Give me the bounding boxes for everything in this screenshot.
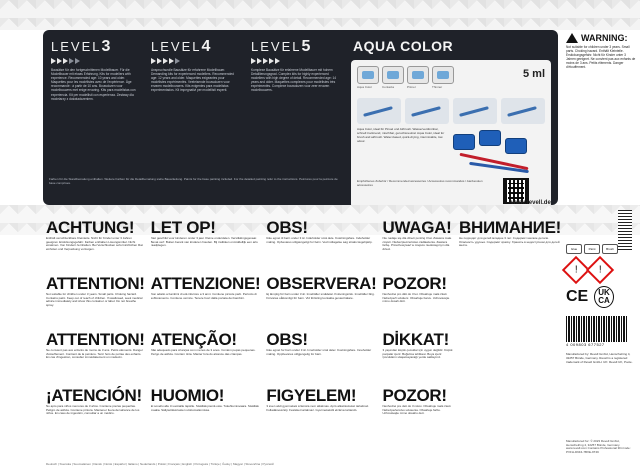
level-5-text: Komplexe Bausätze für erfahrene Modellbauer mit hohem Detaillierungsgrad. Complex kits for highly experienced modellers with high degree of detail. Recommended age: 14 years and older. Maquettes complexes pour modélistes très expérimentés. Complexe bouwdozen voor zeer ervaren modelbouwers. [251,68,337,93]
language-list: Deutsch | Svenska | Suomalainen | Dansk | Norsk | Español | Italiano | Nederlands | Polski | Français | English | Português | Türkçe | Česky | Magyar | Slovenčina | Русский [46,462,274,466]
level-5-arrows [251,58,337,64]
paint-pot-icon [505,138,527,154]
warning-heading: ATTENZIONE! [150,274,261,293]
conformity-marks [566,286,636,308]
warning-heading: ¡ATENCIÓN! [46,386,142,405]
level-4-title: LEVEL4 [151,38,213,55]
step-image [453,98,497,124]
warnings-column [382,218,453,466]
ean-barcode [566,314,636,347]
level-3-title: LEVEL3 [51,38,113,55]
level-3 [51,38,137,200]
warning-heading: LET OP! [150,218,216,237]
warning-cell [382,386,453,440]
paint-footer-note: Farben für die Standbemalung enthalten. Weitere Farben für die Detailbemalung siehe Bauanleitung. Paints for the base painting included. For the detailed painting refer to the instructions. Peintures pour la peinture de base comprises. [49,177,338,185]
warning-heading: ATTENTION! [46,274,145,293]
warning-cell [266,218,376,272]
revell-url: www.revell.de [511,200,551,205]
step-image [405,98,449,124]
warning-cell [151,386,261,440]
warning-body: Ei sovellu alle 3-vuotiaille lapsille. Sisältää pieniä osia. Tukehtumisvaara. Sisältää maalia. Säilytettävä lasten ulottumattomissa. [150,405,259,412]
warnings-column [459,218,561,466]
glue-chip: Glue [566,244,582,254]
level-4 [151,38,237,200]
warning-cell [382,274,453,328]
step-image [501,98,545,124]
level-3-text: Bausätze für den fortgeschrittenen Modellbauer. Für die Modellbauer mit etwas Erfahrung. Kits for modellers with experience. Recommended age: 10 years and older. Maquettes pour les modélistes avec de l'expérience. Âge recommandé : à partir de 10 ans. Bouwdozen voor modelbouwers met enige ervaring. Kits para modelistas con experiencia. Kit per modellisti con esperienza. Zestawy dla modelarzy z doświadczeniem. [51,68,136,101]
level-4-arrows [151,58,237,64]
warning-body: Ikke egnet til børn under 3 år. Indeholder små dele. Kvælningsfare. Indeholder maling. Opbevares utilgængeligt for børn. Ved indtagelse søg straks lægehjælp. [266,237,373,244]
warning-body: No apto para niños menores de 3 años. Contiene piezas pequeñas. Peligro de asfixia. Contiene pintura. Mantener fuera del alcance de los niños. En caso de ingestión, consultar a un médico. [46,405,140,416]
warning-cell [266,330,376,384]
warnings-grid [46,218,561,466]
warning-cell [46,386,145,440]
warning-cell [151,330,261,384]
warning-body: Niet geschikt voor kinderen onder 3 jaar. Kleine onderdelen. Verstikkingsgevaar. Bevat verf. Buiten bereik van kinderen houden. Bij inslikken onmiddellijk een arts raadplegen. [150,237,258,248]
warning-cell [459,218,561,272]
warning-body: Nie nadaje się dla dzieci poniżej 3 lat. Zawiera małe części. Niebezpieczeństwo zadławienia. Zawiera farbę. Przechowywać w miejscu niedostępnym dla dzieci. [382,237,452,252]
volume-label: 5 ml [522,68,545,80]
step-image [357,98,401,124]
painting-steps [357,98,545,124]
warning-heading: OBS! [266,330,308,349]
warning-cell [382,218,453,272]
accessory-chips [566,244,636,254]
warnings-column [266,218,376,466]
warning-heading: OBSERVERA! [266,274,377,293]
barcode-icon [566,316,628,342]
warning-cell [46,330,145,384]
aqua-color-card [351,60,551,205]
certification-sidebar [566,244,636,364]
warning-heading: ВНИМАНИЕ! [458,218,561,237]
ghs-flame-icon: ! [586,256,614,284]
ce-mark: CE [566,288,589,305]
warning-body: Non adatto a bambini di età inferiore a 3 anni. Contiene piccole parti. Pericolo di soffocamento. Contiene vernice. Tenere fuori dalla portata dei bambini. [150,293,257,300]
top-pattern [0,0,640,30]
warning-body: Enthält verschluckbare Kleinteile. Nicht für Kinder unter 3 Jahren geeignet. Erstickungsgefahr. Farben enthalten Lösungsmittel. Nicht einatmen. Von Kindern fernhalten. Bei Verschlucken sofort ärztlichen Rat einholen und Verpackung vorzeigen. [46,237,143,252]
warning-heading: UWAGA! [382,218,452,237]
warning-body: Not suitable for children under 3 years. Small parts. Choking hazard. Contains paint. Keep out of reach of children. If swallowed, seek medical advice immediately and show this container or label. Do not breathe spray. [46,293,143,308]
warning-heading: POZOR! [382,274,447,293]
level-panel [43,30,558,205]
small-parts-warning [566,33,636,168]
hazard-pictograms [566,260,636,280]
warning-body: Ej lämplig för barn under 3 år. Innehåller smådelar. Kvävningsrisk. Innehåller färg. Förvaras oåtkomligt för barn. Vid förtäring kontakta genast läkare. [266,293,375,300]
aqua-description: Aqua Color, ideal für Pinsel und Airbrush. Wasserverdünnbar, schnell trocknend, mischbar, geruchsneutral. Aqua Color, ideal for brush and airbrush. Water-based, quick-drying, intermixable, low odour. [357,127,445,143]
manufacturer-address: Manufactured by: Revell GmbH, Henschelring 4, 32257 Bünde, Germany. Revell is a registered trademark of Revell GmbH. UK: Revell UK, Poole. [566,352,633,364]
warning-triangle-icon [566,33,578,43]
warning-heading: ACHTUNG! [46,218,135,237]
jar-caption: Contacta [382,85,395,89]
level-3-arrows [51,58,137,64]
warning-heading: ATENÇÃO! [150,330,237,349]
warning-text: Not suitable for children under 3 years. Small parts. Choking hazard. Enthält Kleinteile. Erstickungsgefahr. Nicht für Kinder unter 3 Jahren geeignet. Ne convient pas aux enfants de moins de 3 ans. Petits éléments. Danger d'étouffement. [566,45,636,69]
warning-body: 3 éven aluli gyermekek számára nem alkalmas. Apró alkatrészeket tartalmaz. Fulladásveszély. Festéket tartalmaz. Gyermekektől elzárva tartandó. [266,405,370,412]
warning-heading: ATTENTION! [46,330,145,349]
warning-body: Ikke egnet for barn under 3 år. Inneholder små deler. Kvelningsfare. Inneholder maling. Oppbevares utilgjengelig for barn. [266,349,372,356]
paint-jar-icon [357,66,379,84]
warning-heading: POZOR! [382,386,447,405]
ghs-exclamation-icon: ! [562,256,590,284]
warning-cell [151,218,261,272]
warning-cell [46,274,145,328]
warnings-column [151,218,261,466]
paint-jar-icon [407,66,429,84]
warning-title: WARNING: [566,33,636,43]
jar-caption: Primer [407,85,416,89]
warning-cell [266,274,376,328]
level-5 [251,38,337,200]
warning-cell [382,330,453,384]
warning-body: Nevhodné pro děti do 3 let. Obsahuje malé části. Nebezpečí udušení. Obsahuje barvu. Uchovávejte mimo dosah dětí. [382,293,450,304]
brush-chip: Brush [602,244,618,254]
barcode-number: 4 009803 677527 [566,342,605,347]
warning-heading: OBS! [266,218,308,237]
warning-body: Não adequado para crianças com menos de 3 anos. Contém peças pequenas. Perigo de asfixia. Contém tinta. Manter fora do alcance das crianças. [150,349,256,356]
warning-heading: FIGYELEM! [266,386,357,405]
warning-body: Ne convient pas aux enfants de moins de 3 ans. Petits éléments. Danger d'étouffement. Contient de la peinture. Tenir hors de portée des enfants. En cas d'ingestion, consulter immédiatement un médecin. [46,349,143,360]
warning-heading: DİKKAT! [382,330,449,349]
level-4-text: Anspruchsvolle Bausätze für erfahrene Modellbauer. Demanding kits for experienced modellers. Recommended age: 12 years and older. Maquettes exigeantes pour modélistes expérimentés. Veeleisende bouwdozen voor ervaren modelbouwers. Kits exigentes para modelistas experimentados. Kit impegnativi per modellisti esperti. [151,68,234,93]
warning-body: Не подходит для детей младше 3 лет. Содержит мелкие детали. Опасность удушья. Содержит краску. Хранить в недоступном для детей месте. [458,237,560,248]
warning-heading: HUOMIO! [150,386,225,405]
warning-cell [266,386,376,440]
level-5-title: LEVEL5 [251,38,313,55]
paint-jars [357,66,454,84]
warnings-column [46,218,145,466]
paint-pots-photo [449,128,545,174]
jar-caption: Thinner [432,85,443,89]
paint-pot-icon [453,134,475,150]
warning-body: Nevhodné pre deti do 3 rokov. Obsahuje malé časti. Nebezpečenstvo udusenia. Obsahuje farbu. Uchovávajte mimo dosahu detí. [382,405,452,416]
warning-body: 3 yaşından küçük çocuklar için uygun değildir. Küçük parçalar içerir. Boğulma tehlikesi. Boya içerir. Çocukların ulaşamayacağı yerde saklayınız. [382,349,453,360]
paint-pot-icon [479,130,501,146]
paint-jar-icon [432,66,454,84]
jar-caption: Aqua Color [357,85,373,89]
warning-cell [46,218,145,272]
warning-cell [151,274,261,328]
manufacturer-note: Manufactured for: © 2023 Revell GmbH, Henschelring 4, 32257 Bünde, Germany. www.revell.com Contains Professional 3D-Code: PVFH-D9F4-7BXE-9T4K [566,439,631,455]
aqua-color-title: AQUA COLOR [353,38,454,54]
accessories-legend: Empfohlenes Zubehör / Recommended accessories / Accessoires recommandés / Aanbevolen accessoires [357,179,483,187]
ukca-mark: UK CA [594,286,614,308]
paint-jar-icon [382,66,404,84]
paint-chip: Paint [584,244,600,254]
